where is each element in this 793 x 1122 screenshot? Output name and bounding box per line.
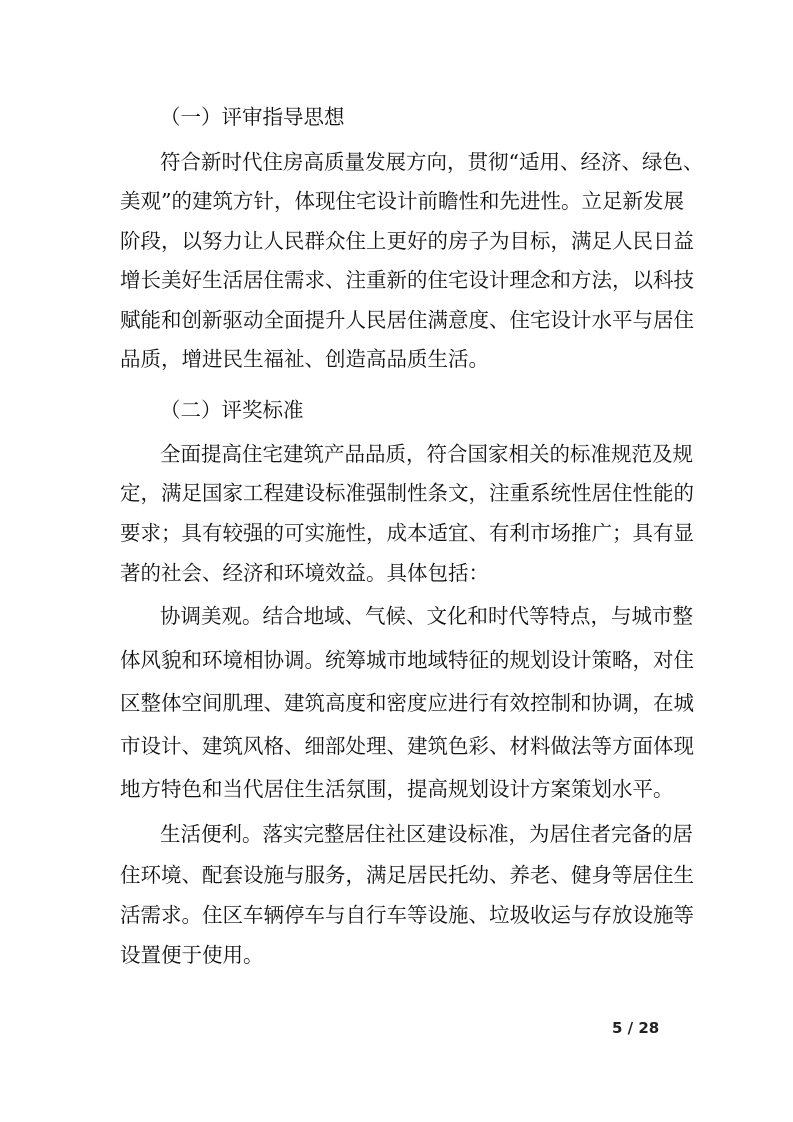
paragraph-line: 阶段，以努力让人民群众住上更好的房子为目标，满足人民日益 <box>120 229 694 253</box>
section-heading-award-criteria: （二）评奖标准 <box>160 398 304 422</box>
paragraph-line: 体风貌和环境相协调。统筹城市地域特征的规划设计策略，对住 <box>120 648 694 672</box>
paragraph-line: 市设计、建筑风格、细部处理、建筑色彩、材料做法等方面体现 <box>120 734 694 758</box>
paragraph-line: 著的社会、经济和环境效益。具体包括： <box>120 561 489 585</box>
paragraph-line: 赋能和创新驱动全面提升人民居住满意度、住宅设计水平与居住 <box>120 308 694 332</box>
paragraph-line: 生活便利。落实完整居住社区建设标准，为居住者完备的居 <box>160 822 693 846</box>
paragraph-line: 符合新时代住房高质量发展方向，贯彻“适用、经济、绿色、 <box>160 150 704 174</box>
section-heading-guiding-ideology: （一）评审指导思想 <box>160 105 345 129</box>
paragraph-line: 区整体空间肌理、建筑高度和密度应进行有效控制和协调，在城 <box>120 691 694 715</box>
paragraph-line: 住环境、配套设施与服务，满足居民托幼、养老、健身等居住生 <box>120 863 694 887</box>
paragraph-line: 协调美观。结合地域、气候、文化和时代等特点，与城市整 <box>160 604 693 628</box>
paragraph-line: 要求；具有较强的可实施性，成本适宜、有利市场推广；具有显 <box>120 521 694 545</box>
paragraph-line: 全面提高住宅建筑产品品质，符合国家相关的标准规范及规 <box>160 442 693 466</box>
paragraph-line: 定，满足国家工程建设标准强制性条文，注重系统性居住性能的 <box>120 481 694 505</box>
paragraph-line: 增长美好生活居住需求、注重新的住宅设计理念和方法，以科技 <box>120 268 694 292</box>
paragraph-line: 地方特色和当代居住生活氛围，提高规划设计方案策划水平。 <box>120 777 674 801</box>
paragraph-line: 设置便于使用。 <box>120 943 264 967</box>
paragraph-line: 活需求。住区车辆停车与自行车等设施、垃圾收运与存放设施等 <box>120 903 694 927</box>
paragraph-line: 美观”的建筑方针，体现住宅设计前瞻性和先进性。立足新发展 <box>120 189 684 213</box>
paragraph-line: 品质，增进民生福祉、创造高品质生活。 <box>120 347 489 371</box>
page-number: 5 / 28 <box>612 1019 660 1037</box>
